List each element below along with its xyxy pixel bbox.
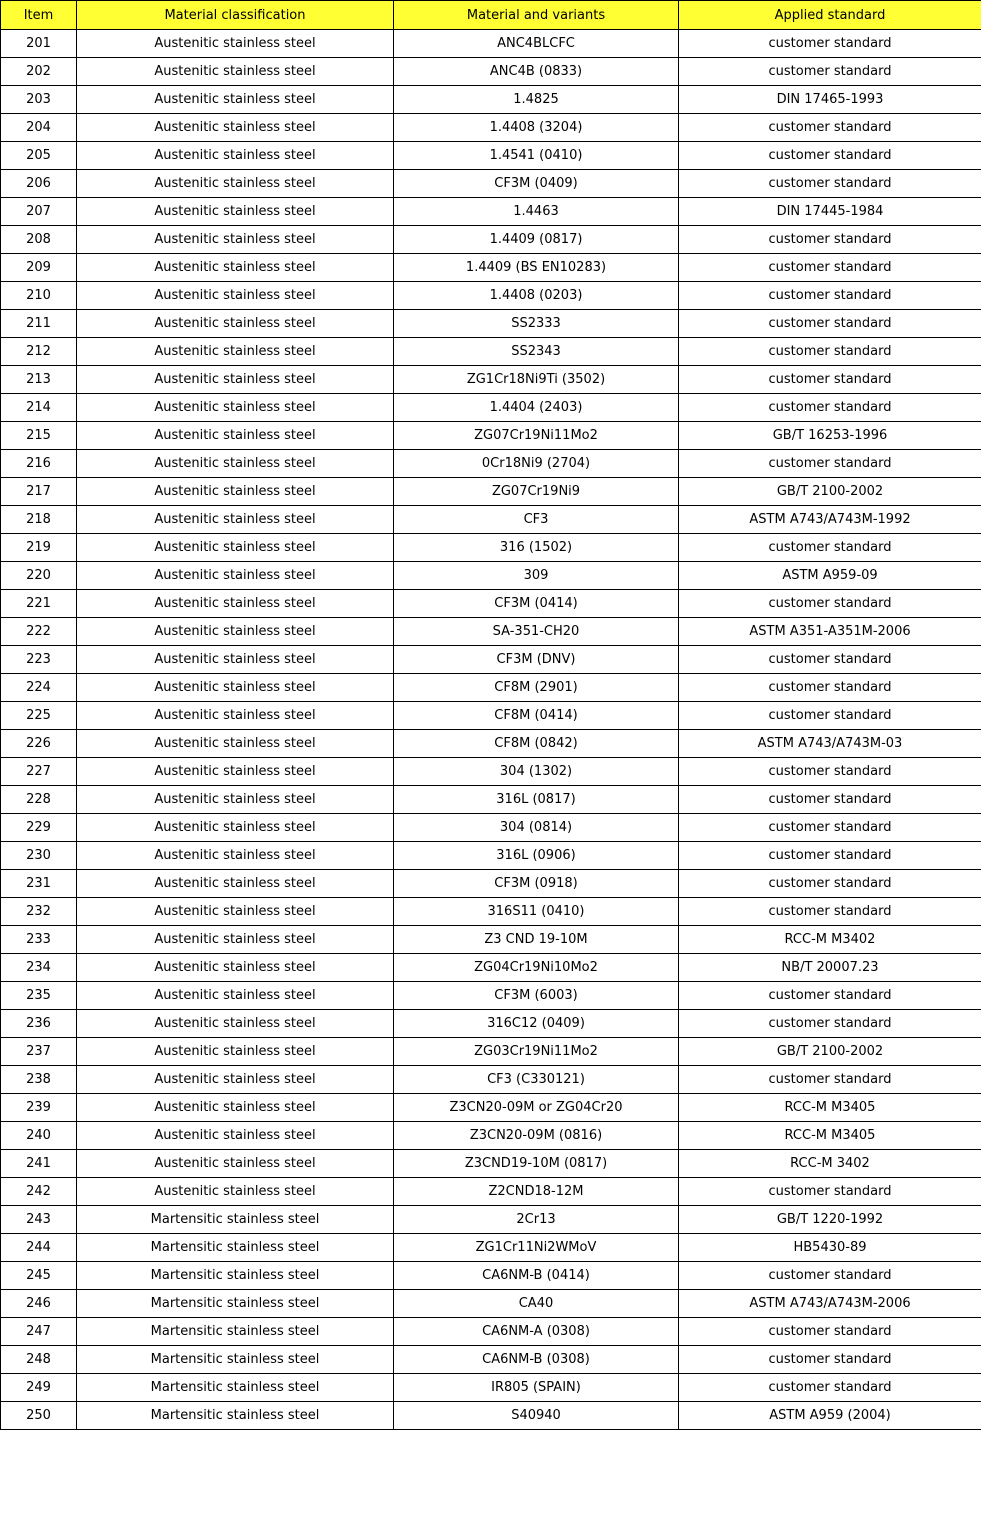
table-row: [1, 114, 981, 142]
cell-material-classification: Martensitic stainless steel: [77, 1206, 394, 1234]
cell-item: 226: [1, 730, 77, 758]
cell-item: 220: [1, 562, 77, 590]
cell-item: 203: [1, 86, 77, 114]
cell-applied-standard: customer standard: [679, 338, 981, 366]
cell-applied-standard: customer standard: [679, 226, 981, 254]
table-row: [1, 1402, 981, 1430]
cell-material-classification: Austenitic stainless steel: [77, 814, 394, 842]
cell-material-and-variants: 0Cr18Ni9 (2704): [394, 450, 679, 478]
cell-material-and-variants: 316 (1502): [394, 534, 679, 562]
cell-applied-standard: customer standard: [679, 1178, 981, 1206]
table-row: [1, 1094, 981, 1122]
cell-material-classification: Austenitic stainless steel: [77, 870, 394, 898]
header-row: [1, 1, 981, 30]
table-row: [1, 1010, 981, 1038]
cell-item: 201: [1, 30, 77, 58]
cell-item: 216: [1, 450, 77, 478]
cell-material-classification: Martensitic stainless steel: [77, 1402, 394, 1430]
table-row: [1, 702, 981, 730]
cell-applied-standard: customer standard: [679, 1346, 981, 1374]
cell-material-classification: Austenitic stainless steel: [77, 142, 394, 170]
table-row: [1, 86, 981, 114]
table-row: [1, 1290, 981, 1318]
cell-item: 207: [1, 198, 77, 226]
cell-material-and-variants: ZG03Cr19Ni11Mo2: [394, 1038, 679, 1066]
cell-material-classification: Austenitic stainless steel: [77, 1066, 394, 1094]
table-row: [1, 142, 981, 170]
cell-material-classification: Austenitic stainless steel: [77, 1122, 394, 1150]
table-row: [1, 618, 981, 646]
table-row: [1, 1178, 981, 1206]
cell-applied-standard: customer standard: [679, 1318, 981, 1346]
cell-applied-standard: customer standard: [679, 870, 981, 898]
cell-item: 213: [1, 366, 77, 394]
cell-item: 242: [1, 1178, 77, 1206]
cell-applied-standard: customer standard: [679, 1262, 981, 1290]
cell-material-and-variants: ZG1Cr11Ni2WMoV: [394, 1234, 679, 1262]
cell-material-classification: Austenitic stainless steel: [77, 534, 394, 562]
cell-item: 208: [1, 226, 77, 254]
cell-applied-standard: GB/T 2100-2002: [679, 478, 981, 506]
cell-item: 210: [1, 282, 77, 310]
cell-material-and-variants: Z3CN20-09M (0816): [394, 1122, 679, 1150]
cell-material-classification: Austenitic stainless steel: [77, 338, 394, 366]
cell-material-and-variants: S40940: [394, 1402, 679, 1430]
table-row: [1, 926, 981, 954]
cell-material-and-variants: ANC4B (0833): [394, 58, 679, 86]
cell-material-and-variants: CA6NM-B (0414): [394, 1262, 679, 1290]
cell-applied-standard: RCC-M M3405: [679, 1122, 981, 1150]
cell-applied-standard: customer standard: [679, 1374, 981, 1402]
cell-item: 241: [1, 1150, 77, 1178]
cell-item: 240: [1, 1122, 77, 1150]
cell-material-and-variants: 1.4408 (0203): [394, 282, 679, 310]
cell-material-and-variants: CF3: [394, 506, 679, 534]
table-row: [1, 1346, 981, 1374]
table-row: [1, 366, 981, 394]
cell-material-and-variants: SS2343: [394, 338, 679, 366]
cell-material-classification: Austenitic stainless steel: [77, 618, 394, 646]
cell-material-and-variants: Z3 CND 19-10M: [394, 926, 679, 954]
cell-material-classification: Austenitic stainless steel: [77, 226, 394, 254]
table-row: [1, 1318, 981, 1346]
cell-item: 224: [1, 674, 77, 702]
cell-item: 246: [1, 1290, 77, 1318]
table-row: [1, 954, 981, 982]
cell-material-and-variants: ANC4BLCFC: [394, 30, 679, 58]
cell-material-and-variants: CF3M (DNV): [394, 646, 679, 674]
cell-material-and-variants: ZG07Cr19Ni9: [394, 478, 679, 506]
cell-material-and-variants: 304 (0814): [394, 814, 679, 842]
table-row: [1, 982, 981, 1010]
table-row: [1, 646, 981, 674]
cell-material-and-variants: 2Cr13: [394, 1206, 679, 1234]
header-item: Item: [1, 1, 77, 30]
cell-item: 249: [1, 1374, 77, 1402]
cell-item: 245: [1, 1262, 77, 1290]
table-row: [1, 422, 981, 450]
cell-material-and-variants: CF3M (0409): [394, 170, 679, 198]
table-row: [1, 1150, 981, 1178]
cell-applied-standard: customer standard: [679, 590, 981, 618]
cell-item: 227: [1, 758, 77, 786]
cell-item: 206: [1, 170, 77, 198]
cell-material-classification: Austenitic stainless steel: [77, 58, 394, 86]
cell-material-and-variants: CF3M (6003): [394, 982, 679, 1010]
cell-applied-standard: ASTM A959-09: [679, 562, 981, 590]
cell-applied-standard: ASTM A959 (2004): [679, 1402, 981, 1430]
cell-applied-standard: customer standard: [679, 254, 981, 282]
cell-material-and-variants: ZG07Cr19Ni11Mo2: [394, 422, 679, 450]
cell-material-and-variants: 316L (0906): [394, 842, 679, 870]
cell-material-classification: Austenitic stainless steel: [77, 114, 394, 142]
table-row: [1, 674, 981, 702]
cell-applied-standard: customer standard: [679, 646, 981, 674]
cell-item: 222: [1, 618, 77, 646]
cell-applied-standard: NB/T 20007.23: [679, 954, 981, 982]
cell-item: 232: [1, 898, 77, 926]
cell-applied-standard: customer standard: [679, 786, 981, 814]
cell-applied-standard: customer standard: [679, 170, 981, 198]
cell-applied-standard: GB/T 1220-1992: [679, 1206, 981, 1234]
cell-material-classification: Martensitic stainless steel: [77, 1318, 394, 1346]
cell-applied-standard: ASTM A743/A743M-03: [679, 730, 981, 758]
cell-material-classification: Austenitic stainless steel: [77, 730, 394, 758]
cell-item: 243: [1, 1206, 77, 1234]
table-row: [1, 310, 981, 338]
cell-item: 223: [1, 646, 77, 674]
cell-applied-standard: HB5430-89: [679, 1234, 981, 1262]
cell-material-classification: Austenitic stainless steel: [77, 86, 394, 114]
cell-item: 248: [1, 1346, 77, 1374]
cell-material-and-variants: CF3 (C330121): [394, 1066, 679, 1094]
cell-applied-standard: customer standard: [679, 142, 981, 170]
cell-item: 212: [1, 338, 77, 366]
cell-material-and-variants: SA-351-CH20: [394, 618, 679, 646]
cell-item: 225: [1, 702, 77, 730]
cell-material-classification: Austenitic stainless steel: [77, 702, 394, 730]
cell-material-classification: Martensitic stainless steel: [77, 1346, 394, 1374]
cell-material-classification: Austenitic stainless steel: [77, 366, 394, 394]
table-row: [1, 506, 981, 534]
cell-applied-standard: customer standard: [679, 842, 981, 870]
cell-material-classification: Austenitic stainless steel: [77, 758, 394, 786]
cell-applied-standard: customer standard: [679, 534, 981, 562]
cell-item: 209: [1, 254, 77, 282]
cell-material-and-variants: 1.4463: [394, 198, 679, 226]
cell-material-and-variants: Z2CND18-12M: [394, 1178, 679, 1206]
table-row: [1, 590, 981, 618]
cell-applied-standard: customer standard: [679, 30, 981, 58]
cell-material-and-variants: 1.4409 (0817): [394, 226, 679, 254]
cell-material-and-variants: CF8M (0842): [394, 730, 679, 758]
cell-applied-standard: ASTM A743/A743M-1992: [679, 506, 981, 534]
cell-applied-standard: customer standard: [679, 282, 981, 310]
cell-material-classification: Austenitic stainless steel: [77, 674, 394, 702]
cell-material-classification: Austenitic stainless steel: [77, 1094, 394, 1122]
cell-item: 231: [1, 870, 77, 898]
cell-applied-standard: customer standard: [679, 394, 981, 422]
table-row: [1, 562, 981, 590]
cell-item: 218: [1, 506, 77, 534]
cell-applied-standard: customer standard: [679, 702, 981, 730]
cell-material-classification: Austenitic stainless steel: [77, 478, 394, 506]
cell-material-and-variants: Z3CND19-10M (0817): [394, 1150, 679, 1178]
table-row: [1, 842, 981, 870]
cell-material-and-variants: SS2333: [394, 310, 679, 338]
cell-applied-standard: customer standard: [679, 310, 981, 338]
table-row: [1, 1122, 981, 1150]
cell-applied-standard: RCC-M M3402: [679, 926, 981, 954]
table-row: [1, 30, 981, 58]
cell-material-and-variants: 1.4409 (BS EN10283): [394, 254, 679, 282]
cell-applied-standard: customer standard: [679, 674, 981, 702]
cell-material-classification: Austenitic stainless steel: [77, 562, 394, 590]
table-row: [1, 450, 981, 478]
table-row: [1, 478, 981, 506]
cell-item: 239: [1, 1094, 77, 1122]
table-row: [1, 730, 981, 758]
cell-material-classification: Austenitic stainless steel: [77, 898, 394, 926]
table-row: [1, 1038, 981, 1066]
cell-material-classification: Austenitic stainless steel: [77, 198, 394, 226]
table-row: [1, 1374, 981, 1402]
cell-item: 237: [1, 1038, 77, 1066]
cell-applied-standard: customer standard: [679, 450, 981, 478]
cell-applied-standard: DIN 17445-1984: [679, 198, 981, 226]
cell-material-classification: Austenitic stainless steel: [77, 506, 394, 534]
cell-applied-standard: customer standard: [679, 1010, 981, 1038]
cell-material-and-variants: CA6NM-B (0308): [394, 1346, 679, 1374]
cell-applied-standard: ASTM A743/A743M-2006: [679, 1290, 981, 1318]
cell-applied-standard: customer standard: [679, 114, 981, 142]
cell-item: 215: [1, 422, 77, 450]
cell-applied-standard: GB/T 16253-1996: [679, 422, 981, 450]
table-row: [1, 226, 981, 254]
cell-material-and-variants: CF3M (0414): [394, 590, 679, 618]
table-row: [1, 1066, 981, 1094]
table-row: [1, 786, 981, 814]
cell-material-classification: Austenitic stainless steel: [77, 1150, 394, 1178]
table-row: [1, 1262, 981, 1290]
cell-applied-standard: customer standard: [679, 58, 981, 86]
cell-item: 235: [1, 982, 77, 1010]
cell-material-and-variants: CA6NM-A (0308): [394, 1318, 679, 1346]
cell-item: 236: [1, 1010, 77, 1038]
cell-item: 204: [1, 114, 77, 142]
table-row: [1, 1234, 981, 1262]
cell-item: 228: [1, 786, 77, 814]
table-body: [1, 30, 981, 1430]
cell-material-classification: Austenitic stainless steel: [77, 646, 394, 674]
cell-item: 214: [1, 394, 77, 422]
cell-material-classification: Austenitic stainless steel: [77, 1010, 394, 1038]
cell-material-classification: Austenitic stainless steel: [77, 786, 394, 814]
cell-material-and-variants: IR805 (SPAIN): [394, 1374, 679, 1402]
table-row: [1, 198, 981, 226]
table-row: [1, 170, 981, 198]
cell-material-and-variants: ZG04Cr19Ni10Mo2: [394, 954, 679, 982]
cell-material-classification: Austenitic stainless steel: [77, 982, 394, 1010]
cell-applied-standard: customer standard: [679, 366, 981, 394]
cell-applied-standard: customer standard: [679, 814, 981, 842]
cell-material-and-variants: 316L (0817): [394, 786, 679, 814]
header-material-classification: Material classification: [77, 1, 394, 30]
cell-applied-standard: RCC-M M3405: [679, 1094, 981, 1122]
cell-material-classification: Austenitic stainless steel: [77, 954, 394, 982]
cell-item: 217: [1, 478, 77, 506]
table-row: [1, 534, 981, 562]
cell-material-and-variants: CF8M (2901): [394, 674, 679, 702]
cell-item: 233: [1, 926, 77, 954]
cell-applied-standard: DIN 17465-1993: [679, 86, 981, 114]
cell-material-and-variants: CF8M (0414): [394, 702, 679, 730]
cell-material-and-variants: 1.4408 (3204): [394, 114, 679, 142]
cell-applied-standard: GB/T 2100-2002: [679, 1038, 981, 1066]
cell-material-classification: Martensitic stainless steel: [77, 1234, 394, 1262]
header-material-and-variants: Material and variants: [394, 1, 679, 30]
cell-applied-standard: customer standard: [679, 758, 981, 786]
cell-material-and-variants: 316S11 (0410): [394, 898, 679, 926]
cell-material-classification: Martensitic stainless steel: [77, 1262, 394, 1290]
table-row: [1, 870, 981, 898]
cell-material-classification: Austenitic stainless steel: [77, 1038, 394, 1066]
cell-item: 229: [1, 814, 77, 842]
table-row: [1, 814, 981, 842]
cell-item: 211: [1, 310, 77, 338]
cell-material-classification: Austenitic stainless steel: [77, 310, 394, 338]
cell-material-classification: Austenitic stainless steel: [77, 926, 394, 954]
cell-material-classification: Martensitic stainless steel: [77, 1290, 394, 1318]
cell-material-and-variants: 316C12 (0409): [394, 1010, 679, 1038]
cell-material-classification: Austenitic stainless steel: [77, 254, 394, 282]
cell-material-and-variants: CA40: [394, 1290, 679, 1318]
table-row: [1, 758, 981, 786]
cell-item: 205: [1, 142, 77, 170]
cell-material-classification: Martensitic stainless steel: [77, 1374, 394, 1402]
cell-material-and-variants: Z3CN20-09M or ZG04Cr20: [394, 1094, 679, 1122]
cell-applied-standard: customer standard: [679, 982, 981, 1010]
cell-item: 221: [1, 590, 77, 618]
cell-material-classification: Austenitic stainless steel: [77, 590, 394, 618]
cell-item: 219: [1, 534, 77, 562]
table-row: [1, 338, 981, 366]
cell-applied-standard: RCC-M 3402: [679, 1150, 981, 1178]
cell-item: 244: [1, 1234, 77, 1262]
cell-item: 230: [1, 842, 77, 870]
table-row: [1, 1206, 981, 1234]
cell-applied-standard: ASTM A351-A351M-2006: [679, 618, 981, 646]
cell-material-and-variants: 1.4404 (2403): [394, 394, 679, 422]
cell-material-classification: Austenitic stainless steel: [77, 422, 394, 450]
cell-item: 202: [1, 58, 77, 86]
cell-applied-standard: customer standard: [679, 898, 981, 926]
table-row: [1, 58, 981, 86]
table-row: [1, 394, 981, 422]
cell-material-classification: Austenitic stainless steel: [77, 282, 394, 310]
cell-material-classification: Austenitic stainless steel: [77, 1178, 394, 1206]
cell-applied-standard: customer standard: [679, 1066, 981, 1094]
cell-material-classification: Austenitic stainless steel: [77, 170, 394, 198]
cell-material-and-variants: 1.4541 (0410): [394, 142, 679, 170]
cell-material-and-variants: CF3M (0918): [394, 870, 679, 898]
cell-material-and-variants: 1.4825: [394, 86, 679, 114]
cell-material-and-variants: 309: [394, 562, 679, 590]
table-row: [1, 254, 981, 282]
cell-material-classification: Austenitic stainless steel: [77, 450, 394, 478]
table-row: [1, 898, 981, 926]
header-applied-standard: Applied standard: [679, 1, 981, 30]
cell-material-classification: Austenitic stainless steel: [77, 842, 394, 870]
cell-material-and-variants: ZG1Cr18Ni9Ti (3502): [394, 366, 679, 394]
cell-item: 234: [1, 954, 77, 982]
cell-item: 250: [1, 1402, 77, 1430]
cell-material-classification: Austenitic stainless steel: [77, 30, 394, 58]
cell-material-and-variants: 304 (1302): [394, 758, 679, 786]
cell-item: 247: [1, 1318, 77, 1346]
table-row: [1, 282, 981, 310]
cell-material-classification: Austenitic stainless steel: [77, 394, 394, 422]
cell-item: 238: [1, 1066, 77, 1094]
